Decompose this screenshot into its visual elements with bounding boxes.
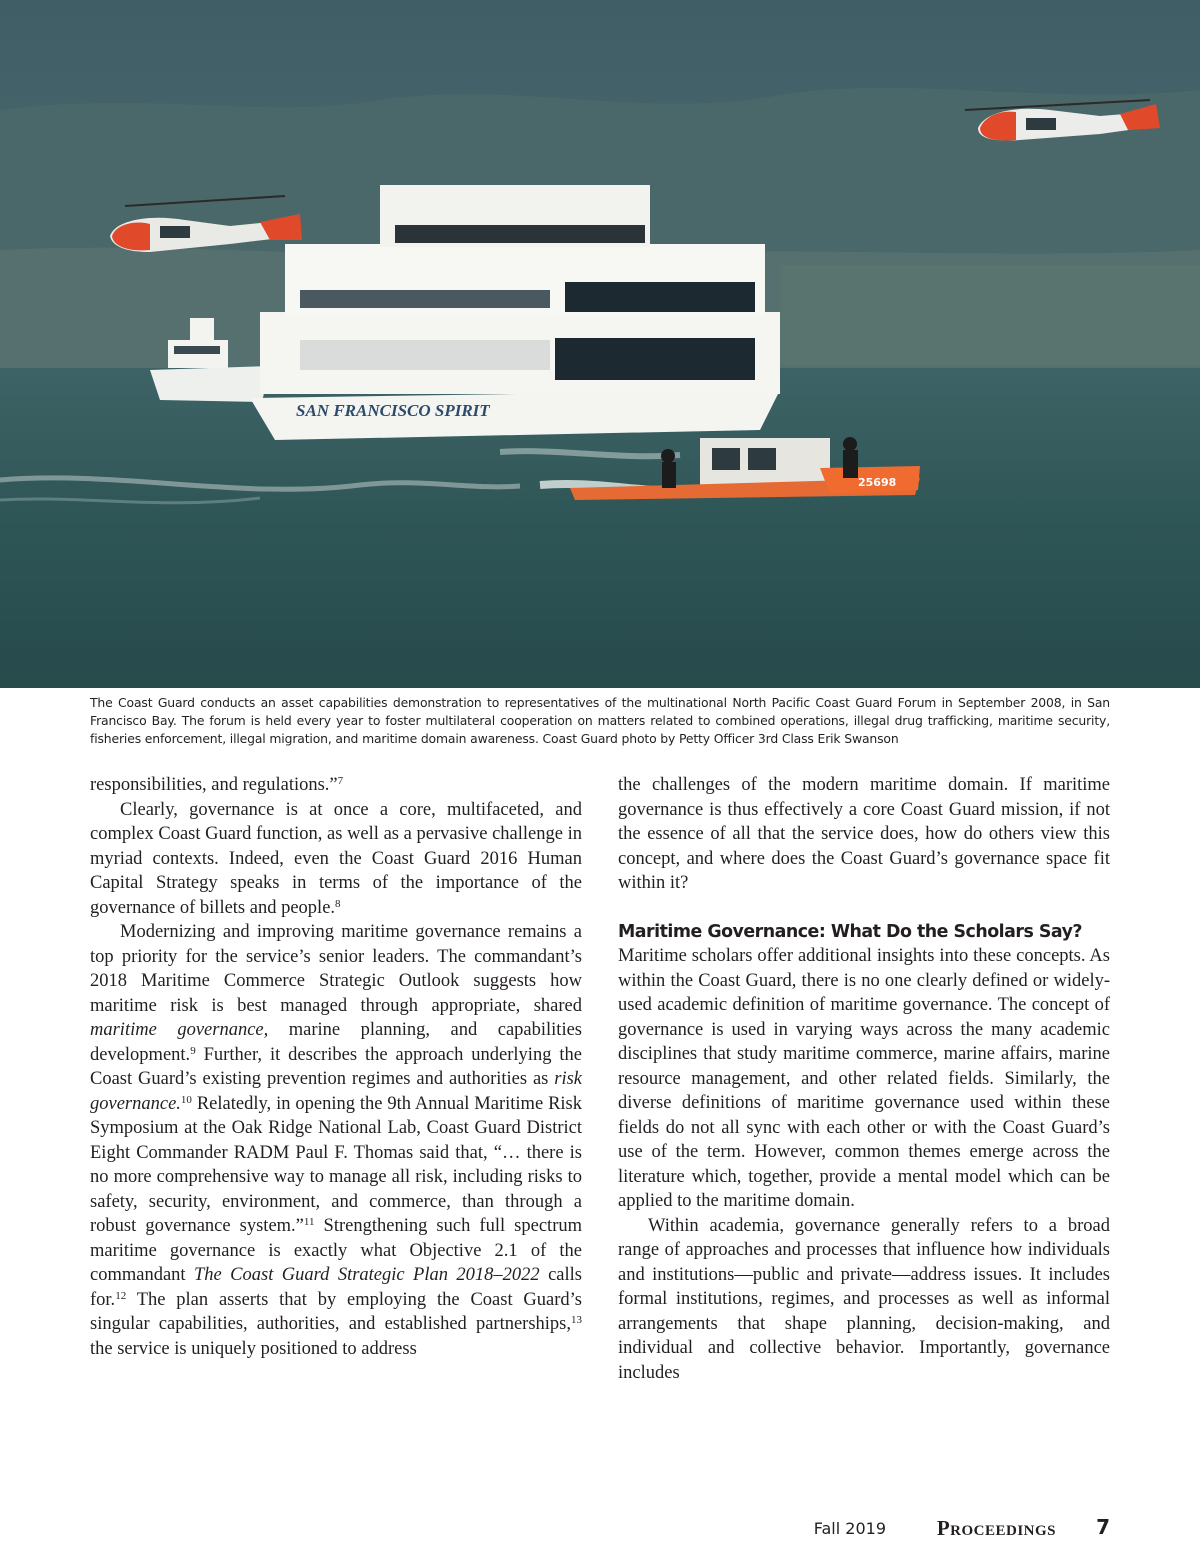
footnote-ref: 10 — [180, 1093, 192, 1106]
left-column — [90, 773, 582, 1361]
text-run: the service is uniquely positioned to address — [90, 1338, 417, 1359]
section-heading: Maritime Governance: What Do the Scholars Say? — [618, 921, 1082, 942]
issue-date: Fall 2019 — [813, 1519, 886, 1538]
section-spacer — [618, 896, 1110, 920]
footnote-ref: 7 — [337, 775, 344, 787]
footnote-ref: 9 — [190, 1044, 196, 1057]
italic-title: The Coast Guard Strategic Plan 2018–2022 — [193, 1265, 540, 1285]
paragraph-modernizing — [90, 920, 582, 1361]
paragraph-scholars: Maritime scholars offer additional insights into these concepts. As within the Coast Guard, there is no one clearly defined or widely-used academic definition of maritime governance. The concept of governance is used in varying ways across the many academic disciplines that study maritime commerce, marine affairs, marine resource management, and other related fields. Similarly, the diverse definitions of maritime governance used within these fields do not all sync with each other or with the Coast Guard’s use of the term. However, common themes emerge across the literature which, together, provide a mental model which can be applied to the maritime domain. — [618, 946, 1110, 1211]
italic-term: maritime governance, — [90, 1020, 269, 1040]
text-run: Relatedly, in opening the 9th Annual Maritime Risk Symposium at the Oak Ridge National Lab, Coast Guard District Eight Commander RADM Paul F. Thomas said that, “… there is no more comprehensive way to manage all risk, including risks to safety, security, environment, and commerce, than through a robust governance system.” — [90, 1093, 582, 1236]
ship-hull-name: SAN FRANCISCO SPIRIT — [296, 401, 490, 420]
footnote-ref: 12 — [115, 1289, 127, 1302]
paragraph-continuation-right: the challenges of the modern maritime domain. If maritime governance is thus effectively a core Coast Guard mission, if not the essence of all that the service does, how do others view this concept, and where does the Coast Guard’s governance space fit within it? — [618, 775, 1110, 893]
page-number: 7 — [1096, 1515, 1110, 1539]
page-footer — [0, 1515, 1200, 1545]
journal-name: Proceedings — [936, 1516, 1056, 1540]
boat-hull-number: 25698 — [858, 476, 897, 489]
footnote-ref: 8 — [335, 897, 341, 910]
text-run: The plan asserts that by employing the Coast Guard’s singular capabilities, authorities, and established partnerships, — [90, 1289, 582, 1334]
footnote-ref: 13 — [571, 1314, 582, 1326]
text-run: Strengthening such full spectrum maritime governance is exactly what Objective 2.1 of the commandant — [90, 1216, 582, 1285]
right-column — [618, 773, 1110, 1385]
italic-term: risk governance. — [90, 1069, 582, 1114]
text-run: responsibilities, and regulations.” — [90, 775, 338, 795]
paragraph-academia: Within academia, governance generally refers to a broad range of approaches and processes that influence how individuals and institutions—public and private—address issues. It includes formal institutions, regimes, and processes as well as informal arrangements that shape planning, decision-making, and individual and collective behavior. Importantly, governance includes — [618, 1215, 1110, 1383]
photo-caption: The Coast Guard conducts an asset capabilities demonstration to representatives of the multinational North Pacific Coast Guard Forum in September 2008, in San Francisco Bay. The forum is held every year to foster multilateral cooperation on matters related to combined operations, illegal drug trafficking, maritime security, fisheries enforcement, illegal migration, and maritime domain awareness. Coast Guard photo by Petty Officer 3rd Class Erik Swanson — [90, 695, 1110, 746]
paragraph-governance-core — [90, 798, 582, 921]
text-run: Clearly, governance is at once a core, multifaceted, and complex Coast Guard function, as well as a pervasive challenge in myriad contexts. Indeed, even the Coast Guard 2016 Human Capital Strategy speaks in terms of the importance of the governance of billets and people. — [90, 799, 582, 918]
article-photo — [0, 0, 1200, 688]
paragraph-continuation — [90, 773, 582, 798]
footnote-ref: 11 — [303, 1216, 315, 1228]
text-run: calls for. — [90, 1265, 582, 1310]
text-run: marine planning, and capabilities development. — [90, 1020, 582, 1065]
text-run: Further, it describes the approach underlying the Coast Guard’s existing prevention regimes and authorities as — [90, 1044, 582, 1089]
text-run: Modernizing and improving maritime governance remains a top priority for the service’s senior leaders. The commandant’s 2018 Maritime Commerce Strategic Outlook suggests how maritime risk is best managed through appropriate, shared — [90, 922, 582, 1016]
